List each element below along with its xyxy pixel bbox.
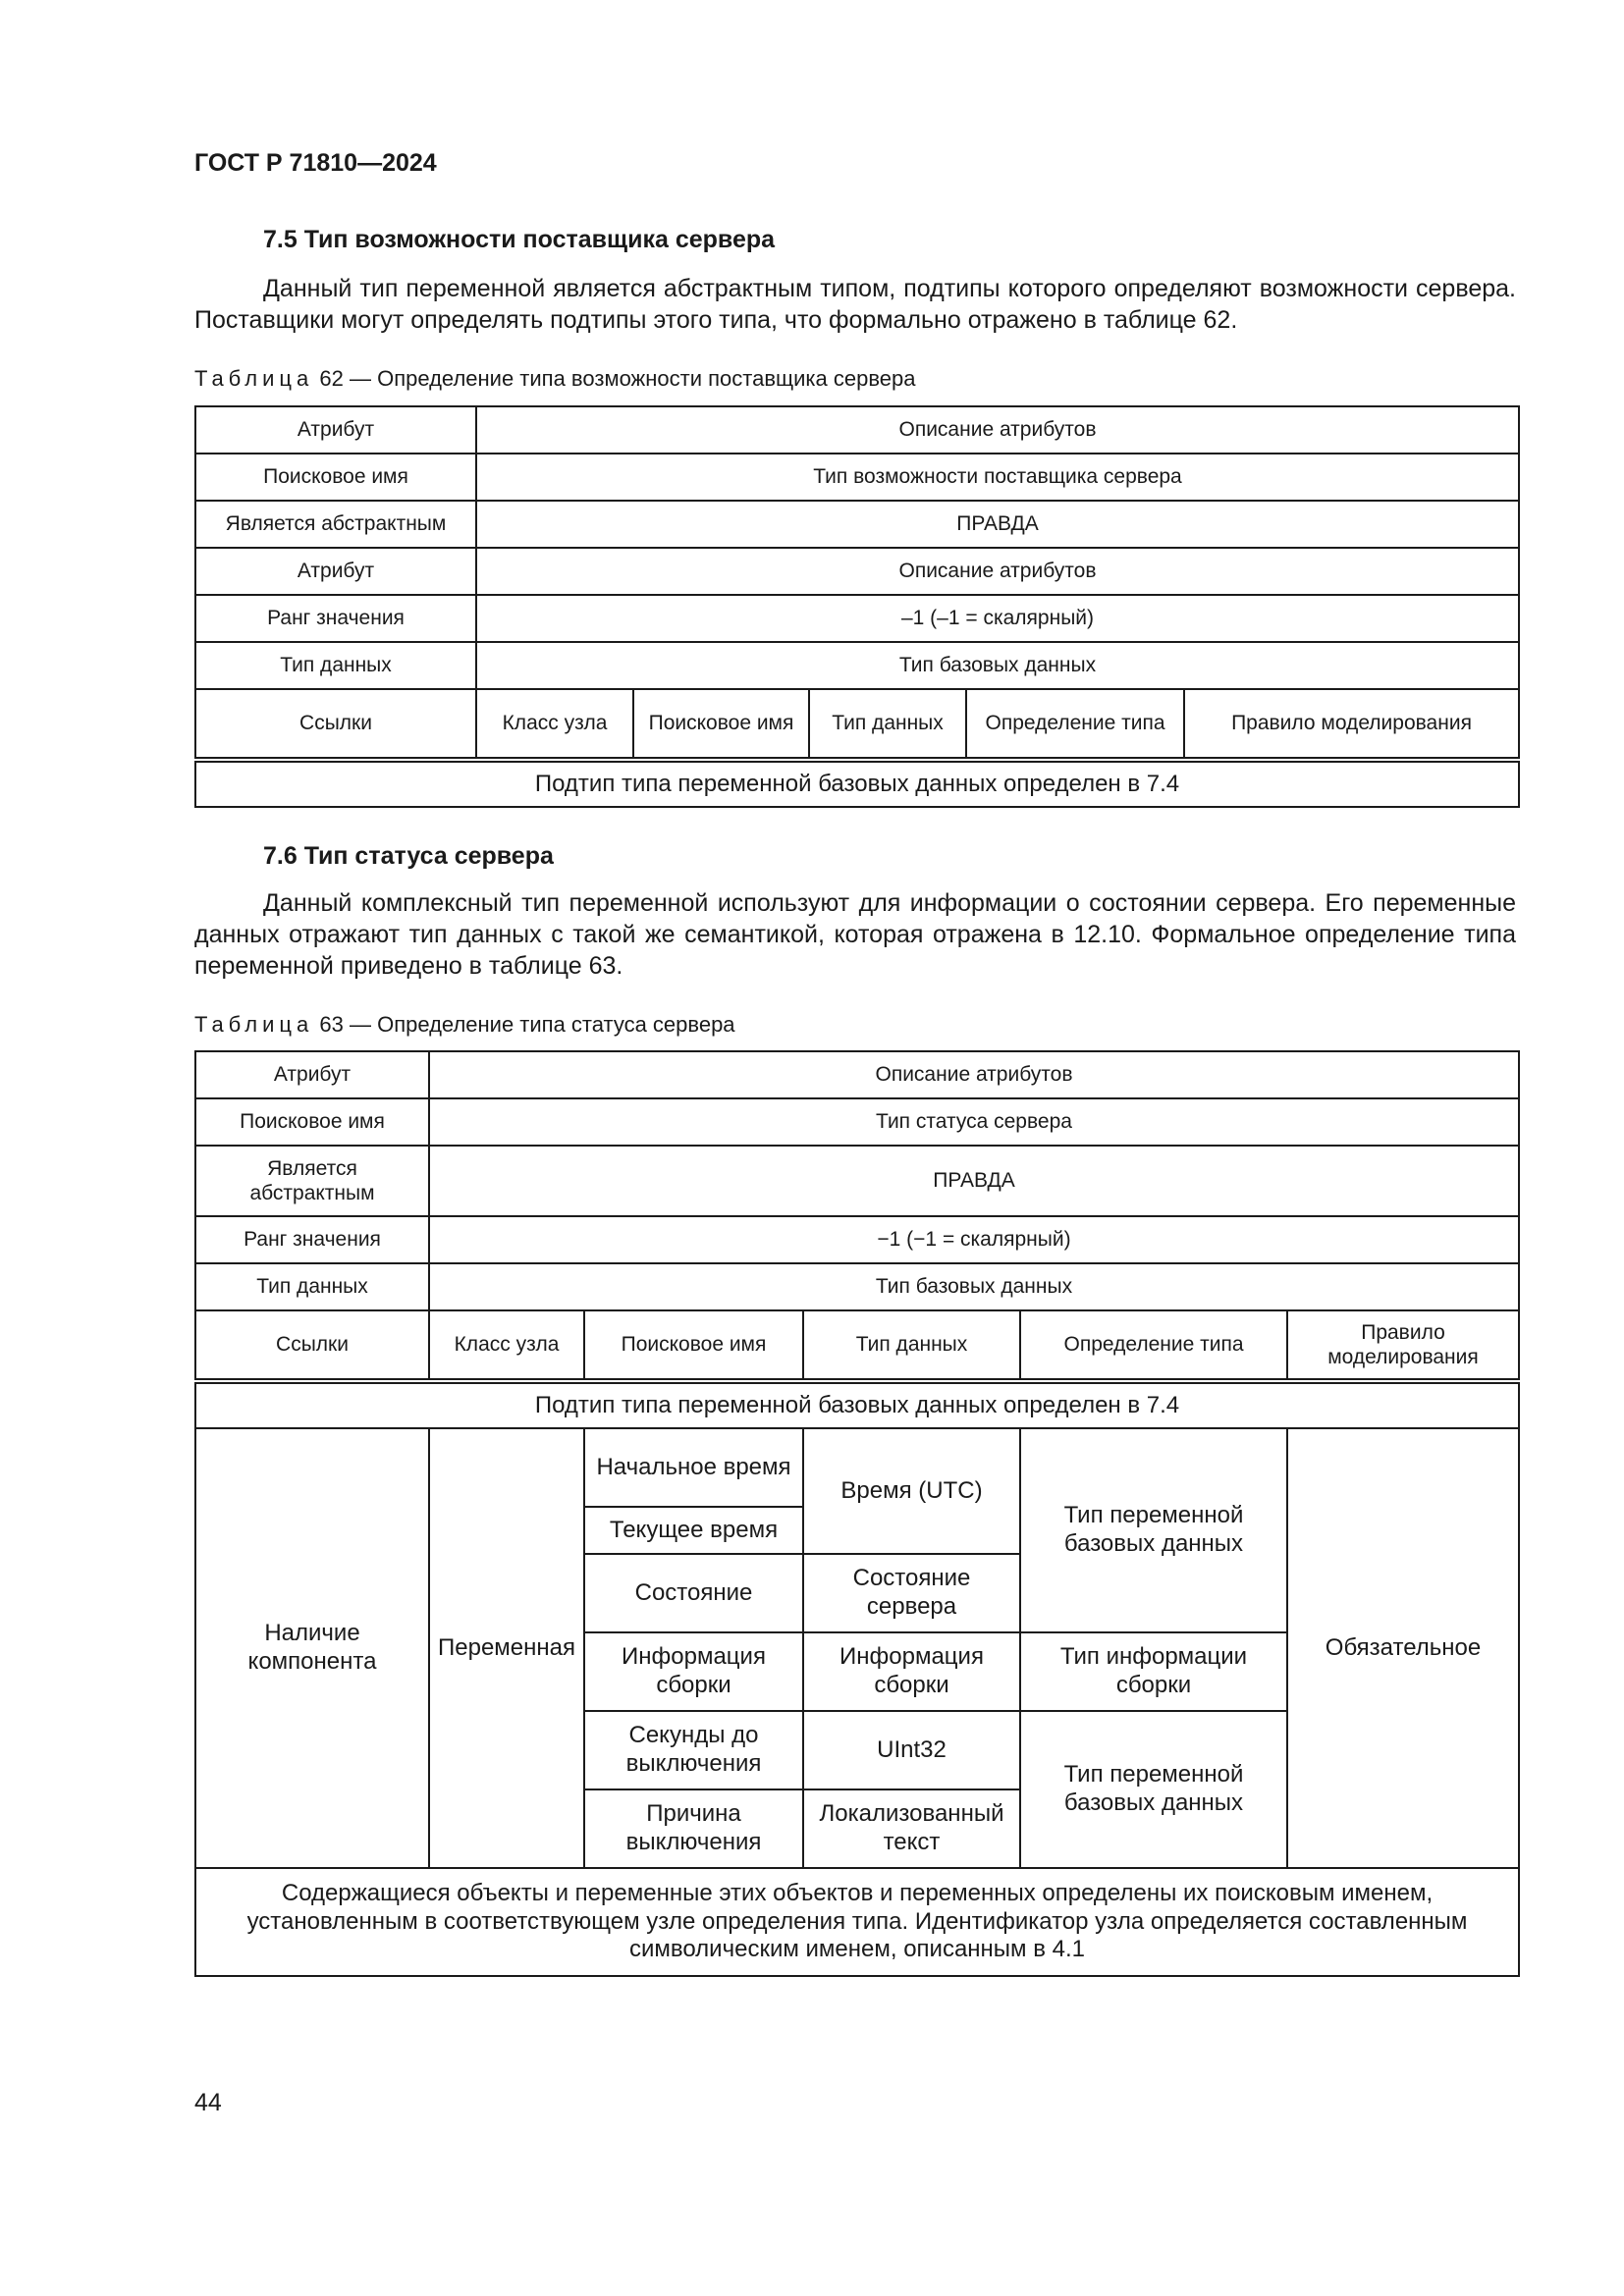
refs-header-type-definition: Определение типа (1020, 1310, 1287, 1381)
browse-name-shutdown-reason: Причина выключения (584, 1789, 803, 1868)
component-row (195, 1428, 1519, 1507)
table-62-footer: Подтип типа переменной базовых данных определен в 7.4 (195, 760, 1519, 807)
attribute-label: Тип данных (195, 642, 476, 689)
attribute-label: Ранг значения (195, 595, 476, 642)
component-node-class: Переменная (429, 1428, 584, 1868)
document-header: ГОСТ Р 71810—2024 (194, 149, 437, 177)
data-type-utc-time: Время (UTC) (803, 1428, 1020, 1554)
type-definition-base-variable: Тип переменной базовых данных (1020, 1428, 1287, 1632)
table-row (195, 1051, 1519, 1098)
attribute-value: Тип возможности поставщика сервера (476, 454, 1519, 501)
modelling-rule-mandatory: Обязательное (1287, 1428, 1519, 1868)
section-7-5-paragraph: Данный тип переменной является абстрактным типом, подтипы которого определяют возможности сервера. Поставщики могут определять подтипы этого типа, что формально отражено в таблице 62. (194, 275, 1516, 334)
type-definition-build-info: Тип информации сборки (1020, 1632, 1287, 1711)
type-definition-base-variable-2: Тип переменной базовых данных (1020, 1711, 1287, 1868)
table-row (195, 406, 1519, 454)
table-footer-row (195, 1868, 1519, 1976)
table-63-subtype-note: Подтип типа переменной базовых данных определен в 7.4 (195, 1381, 1519, 1428)
refs-header-references: Ссылки (195, 1310, 429, 1381)
table-row (195, 501, 1519, 548)
references-header-row (195, 689, 1519, 760)
refs-header-node-class: Класс узла (429, 1310, 584, 1381)
browse-name-state: Состояние (584, 1554, 803, 1632)
table-row (195, 1216, 1519, 1263)
table-63-caption (194, 1012, 735, 1038)
table-62-caption-text: 62 — Определение типа возможности поставщика сервера (319, 366, 916, 391)
references-header-row (195, 1310, 1519, 1381)
attribute-label: Тип данных (195, 1263, 429, 1310)
section-7-6-paragraph: Данный комплексный тип переменной используют для информации о состоянии сервера. Его переменные данных отражают тип данных с такой же семантикой, которая отражена в 12.10. Формальное определение типа переменной приведено в таблице 63. (194, 889, 1516, 980)
page-number: 44 (194, 2089, 222, 2116)
table-footer-row (195, 760, 1519, 807)
attribute-value: –1 (–1 = скалярный) (476, 595, 1519, 642)
attribute-value: ПРАВДА (429, 1146, 1519, 1216)
attribute-label: Поисковое имя (195, 1098, 429, 1146)
attribute-value: Тип базовых данных (476, 642, 1519, 689)
table-63 (194, 1050, 1520, 1977)
refs-header-references: Ссылки (195, 689, 476, 760)
table-62-caption (194, 366, 916, 392)
refs-header-modelling-rule: Правило моделирования (1287, 1310, 1519, 1381)
attribute-label: Атрибут (195, 406, 476, 454)
attribute-value: −1 (−1 = скалярный) (429, 1216, 1519, 1263)
refs-header-node-class: Класс узла (476, 689, 633, 760)
attribute-value: Тип статуса сервера (429, 1098, 1519, 1146)
data-type-build-info: Информация сборки (803, 1632, 1020, 1711)
table-63-caption-word: Таблица (194, 1012, 314, 1037)
table-62-caption-word: Таблица (194, 366, 314, 391)
section-7-6-title: 7.6 Тип статуса сервера (263, 842, 554, 870)
attribute-label: Является абстрактным (195, 501, 476, 548)
refs-header-modelling-rule: Правило моделирования (1184, 689, 1519, 760)
table-62 (194, 405, 1520, 808)
refs-header-data-type: Тип данных (803, 1310, 1020, 1381)
attribute-value: Описание атрибутов (476, 548, 1519, 595)
browse-name-current-time: Текущее время (584, 1507, 803, 1554)
refs-header-type-definition: Определение типа (966, 689, 1184, 760)
attribute-label: Поисковое имя (195, 454, 476, 501)
attribute-value: Описание атрибутов (476, 406, 1519, 454)
table-63-footer: Содержащиеся объекты и переменные этих объектов и переменных определены их поисковым именем, установленным в соответствующем узле определения типа. Идентификатор узла определяется составленным символическим именем, описанным в 4.1 (195, 1868, 1519, 1976)
data-type-uint32: UInt32 (803, 1711, 1020, 1789)
table-row (195, 1263, 1519, 1310)
refs-header-browse-name: Поисковое имя (633, 689, 809, 760)
attribute-label: Атрибут (195, 1051, 429, 1098)
attribute-label: Является абстрактным (195, 1146, 429, 1216)
attribute-label: Ранг значения (195, 1216, 429, 1263)
table-row (195, 595, 1519, 642)
table-row (195, 642, 1519, 689)
table-row (195, 454, 1519, 501)
table-subtype-row (195, 1381, 1519, 1428)
table-row (195, 1146, 1519, 1216)
attribute-value: Описание атрибутов (429, 1051, 1519, 1098)
component-reference: Наличие компонента (195, 1428, 429, 1868)
browse-name-start-time: Начальное время (584, 1428, 803, 1507)
data-type-localized-text: Локализованный текст (803, 1789, 1020, 1868)
table-row (195, 548, 1519, 595)
refs-header-browse-name: Поисковое имя (584, 1310, 803, 1381)
section-7-5-title: 7.5 Тип возможности поставщика сервера (263, 226, 776, 253)
attribute-value: Тип базовых данных (429, 1263, 1519, 1310)
data-type-server-state: Состояние сервера (803, 1554, 1020, 1632)
attribute-label: Атрибут (195, 548, 476, 595)
attribute-value: ПРАВДА (476, 501, 1519, 548)
refs-header-data-type: Тип данных (809, 689, 966, 760)
browse-name-build-info: Информация сборки (584, 1632, 803, 1711)
table-63-caption-text: 63 — Определение типа статуса сервера (319, 1012, 735, 1037)
table-row (195, 1098, 1519, 1146)
browse-name-seconds-till-shutdown: Секунды до выключения (584, 1711, 803, 1789)
